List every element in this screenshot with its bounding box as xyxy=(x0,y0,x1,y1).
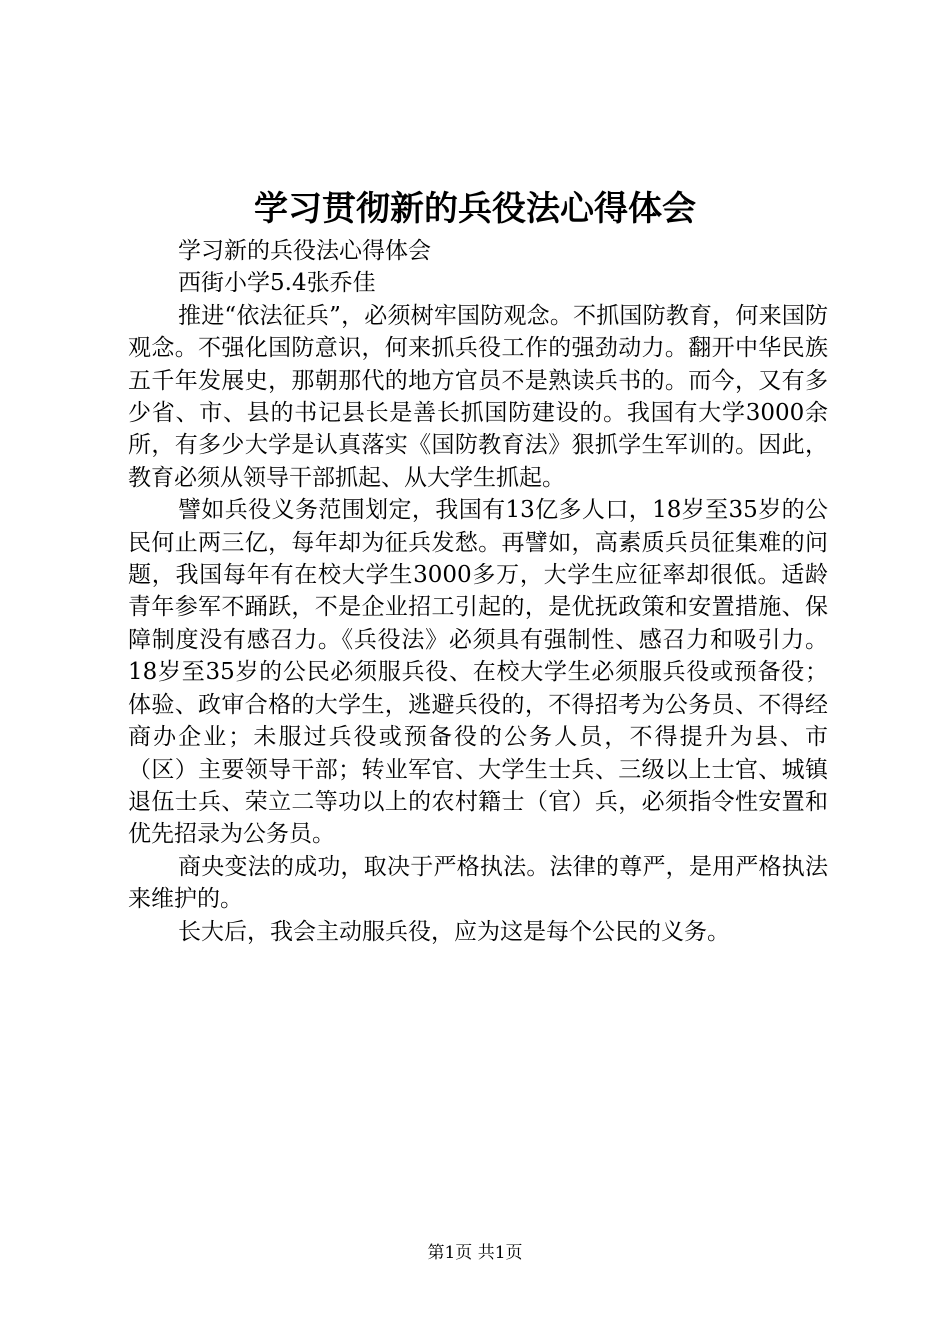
author-line: 西街小学5.4张乔佳 xyxy=(178,270,376,297)
paragraph: 长大后，我会主动服兵役，应为这是每个公民的义务。 xyxy=(178,918,730,945)
page-footer: 第1页 共1页 xyxy=(427,1243,523,1263)
paragraph: 譬如兵役义务范围划定，我国有13亿多人口，18岁至35岁的公民何止两三亿，每年却为征兵发愁。再譬如，高素质兵员征集难的问题，我国每年有在校大学生3000多万，大学生应征率却很低。适龄青年参军不踊跃，不是企业招工引起的，是优抚政策和安置措施、保障制度没有感召力。《兵役法》必须具有强制性、感召力和吸引力。18岁至35岁的公民必须服兵役、在校大学生必须服兵役或预备役；体验、政审合格的大学生，逃避兵役的，不得招考为公务员、不得经商办企业；未服过兵役或预备役的公务人员，不得提升为县、市（区）主要领导干部；转业军官、大学生士兵、三级以上士官、城镇退伍士兵、荣立二等功以上的农村籍士（官）兵，必须指令性安置和优先招录为公务员。 xyxy=(128,497,828,848)
paragraph: 商央变法的成功，取决于严格执法。法律的尊严，是用严格执法来维护的。 xyxy=(128,853,828,913)
document-body xyxy=(128,235,828,948)
document-subtitle: 学习新的兵役法心得体会 xyxy=(178,238,431,264)
paragraph: 推进“依法征兵”，必须树牢国防观念。不抓国防教育，何来国防观念。不强化国防意识，何来抓兵役工作的强劲动力。翻开中华民族五千年发展史，那朝那代的地方官员不是熟读兵书的。而今，又有多少省、市、县的书记县长是善长抓国防建设的。我国有大学3000余所，有多少大学是认真落实《国防教育法》狠抓学生军训的。因此，教育必须从领导干部抓起、从大学生抓起。 xyxy=(128,302,828,491)
document-title: 学习贯彻新的兵役法心得体会 xyxy=(254,189,696,229)
